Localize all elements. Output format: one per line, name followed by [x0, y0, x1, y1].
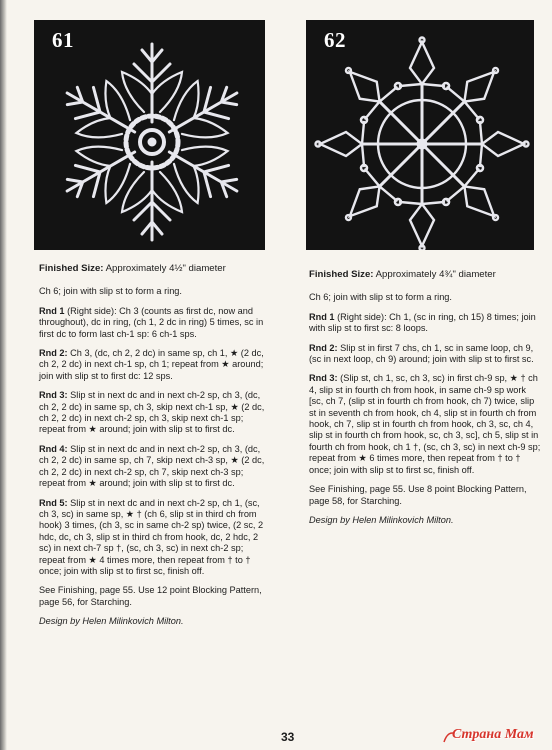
round-1-62: Rnd 1 (Right side): Ch 1, (sc in ring, ch 15) 8 times; join with slip st to first sc: 8 loops.	[309, 311, 536, 334]
pattern-number-61: 61	[52, 28, 74, 52]
finished-size-value: Approximately 4¾" diameter	[375, 269, 496, 280]
finishing-61: See Finishing, page 55. Use 12 point Blocking Pattern, page 56, for Starching.	[39, 585, 262, 607]
pattern-61-instructions	[39, 263, 271, 636]
designer-credit-61: Design by Helen Milinkovich Milton.	[39, 616, 184, 627]
round-2-62: Rnd 2: Slip st in first 7 chs, ch 1, sc in same loop, ch 9, (sc in next loop, ch 9) around; join with slip st to first sc.	[309, 342, 534, 365]
intro-61: Ch 6; join with slip st to form a ring.	[39, 286, 182, 297]
snowflake-61-photo	[34, 20, 265, 250]
round-2-61: Rnd 2: Ch 3, (dc, ch 2, 2 dc) in same sp, ch 1, ★ (2 dc, ch 2, 2 dc) in next ch-1 sp, ch 1; repeat from ★ around; join with slip st to first dc: 12 sps.	[39, 348, 264, 381]
round-5-61: Rnd 5: Slip st in next dc and in next ch-2 sp, ch 1, (sc, ch 3, sc) in same sp, ★ † (ch 6, slip st in third ch from hook) 3 times, (ch 3, sc in same ch-2 sp) twice, (2 sc, 2 hdc, dc, ch 3, slip st in third ch from hook, dc, 2 hdc, 2 sc) in next ch-7 sp †, (sc, ch 3, sc) in next ch-2 sp; repeat from ★ 4 times more, then repeat from † to † once; join with slip st to first sc, finish off.	[39, 497, 264, 576]
pattern-number-62: 62	[324, 28, 346, 52]
site-watermark	[442, 726, 552, 746]
round-3-61: Rnd 3: Slip st in next dc and in next ch-2 sp, ch 3, (dc, ch 2, 2 dc) in same sp, ch 3, skip next ch-1 sp, ★ (2 dc, ch 2, 2 dc) in next ch-2 sp, ch 3, skip next ch-1 sp; repeat from ★ around; join with slip st to first dc.	[39, 390, 265, 435]
finished-size-label: Finished Size:	[309, 269, 374, 280]
finishing-62: See Finishing, page 55. Use 8 point Blocking Pattern, page 58, for Starching.	[309, 484, 527, 506]
snowflake-62-image	[306, 20, 534, 250]
intro-62: Ch 6; join with slip st to form a ring.	[309, 292, 452, 303]
round-4-61: Rnd 4: Slip st in next dc and in next ch-2 sp, ch 3, (dc, ch 2, 2 dc) in same sp, ch 7, skip next ch-3 sp, ★ (2 dc, ch 2, 2 dc) in next ch-2 sp, ch 7, skip next ch-3 sp; repeat from ★ around; join with slip st to first dc.	[39, 443, 265, 489]
page-number: 33	[281, 730, 295, 744]
finished-size-value: Approximately 4½" diameter	[105, 263, 226, 274]
page-spine-shadow	[0, 0, 7, 750]
watermark-text: Страна Мам	[452, 727, 534, 742]
finished-size-61	[39, 263, 271, 274]
round-3-62: Rnd 3: (Slip st, ch 1, sc, ch 3, sc) in first ch-9 sp, ★ † ch 4, slip st in fourth ch from hook, in same ch-9 sp work [sc, ch 7, (slip st in fourth ch from hook, ch 7) twice, slip st in seventh ch from hook, ch 4, slip st in fourth ch from hook, ch 7, slip st in fourth ch from hook, ch 3, sc, ch 4, slip st in fourth ch from hook, sc, ch 3, sc], ch 5, slip st in fourth ch from hook, ch 1 †, (sc, ch 3, sc) in next ch-9 sp; repeat from ★ 6 times more, then repeat from † to † once; join with slip st to first sc, finish off.	[309, 373, 541, 475]
designer-credit-62: Design by Helen Milinkovich Milton.	[309, 514, 454, 525]
round-1-61: Rnd 1 (Right side): Ch 3 (counts as first dc, now and throughout), dc in ring, (ch 1, 2 dc in ring) 5 times, sc in first dc to form last ch-1 sp: 6 ch-1 sps.	[39, 305, 264, 339]
snowflake-61-image	[34, 20, 265, 250]
finished-size-label: Finished Size:	[39, 263, 104, 274]
snowflake-62-photo	[306, 20, 534, 250]
pattern-62-instructions	[309, 269, 541, 534]
finished-size-62	[309, 269, 541, 280]
